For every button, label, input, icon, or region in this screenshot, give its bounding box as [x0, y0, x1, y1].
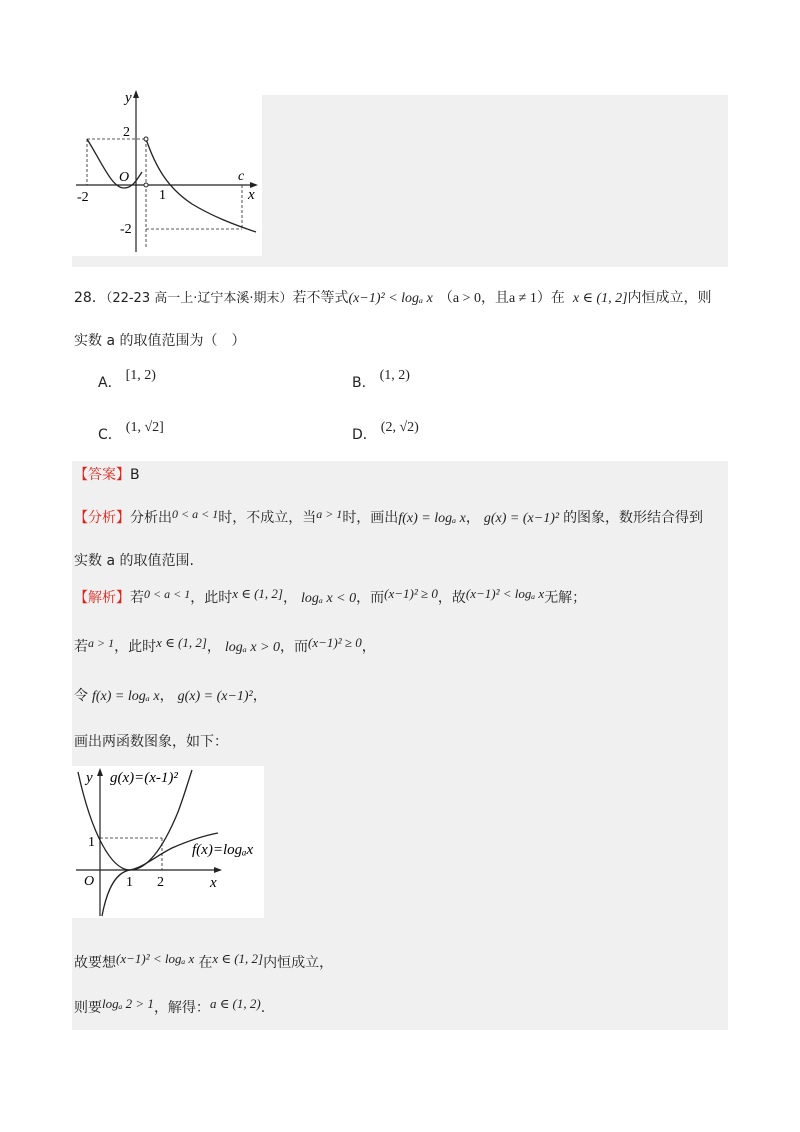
option-c[interactable] — [98, 416, 164, 443]
option-b-label: B． — [352, 375, 376, 391]
y-axis-arrow — [97, 768, 103, 776]
g2-tick-2x: 2 — [157, 875, 164, 890]
option-a-value: [1, 2) — [125, 368, 156, 383]
question-condition: （a > 0，且a ≠ 1） — [438, 291, 551, 306]
option-b[interactable] — [352, 364, 410, 391]
answer-line — [74, 465, 140, 485]
solution-line-4: 画出两函数图象，如下： — [74, 734, 228, 750]
option-a-label: A． — [98, 375, 122, 391]
analysis-line-2: 实数 a 的取值范围. — [74, 553, 194, 569]
option-a[interactable] — [98, 364, 156, 391]
solution-line-2: 若a > 1，此时x ∈ (1, 2]， logₐ x > 0，而(x−1)² ≥ 0， — [74, 635, 376, 655]
question-source: （22-23 高一上·辽宁本溪·期末） — [105, 291, 293, 306]
answer-value: B — [130, 467, 140, 483]
question-pre: 若不等式 — [292, 290, 349, 306]
open-point-bottom — [144, 183, 148, 187]
option-c-value: (1, √2] — [125, 420, 164, 435]
option-c-label: C． — [98, 427, 122, 443]
question-number: 28． — [74, 290, 106, 306]
g2-origin-label: O — [84, 874, 95, 889]
g2-x-label: x — [210, 875, 217, 891]
question-mid: 在 — [550, 290, 565, 306]
question-post: 内恒成立，则 — [627, 290, 712, 306]
analysis-tag: 【分析】 — [74, 510, 130, 526]
graph-2-figure — [72, 766, 264, 918]
g2-y-label: y — [86, 770, 93, 786]
solution-line-5: 故要想(x−1)² < logₐ x 在x ∈ (1, 2]内恒成立， — [74, 951, 334, 971]
graph-1-figure — [72, 88, 262, 256]
question-interval: x ∈ (1, 2] — [572, 291, 628, 306]
solution-line-6: 则要logₐ 2 > 1，解得：a ∈ (1, 2). — [74, 996, 266, 1016]
f-curve-label: f(x)=logₐx — [192, 842, 254, 858]
solution-line-3: 令 f(x) = logₐ x， g(x) = (x−1)²， — [74, 688, 267, 704]
g1-c-label: c — [238, 169, 245, 184]
solution-tag: 【解析】 — [74, 590, 130, 606]
open-point-top — [144, 137, 148, 141]
analysis-line-1: 【分析】分析出0 < a < 1时，不成立，当a > 1时，画出f(x) = logₐ x， g(x) = (x−1)² 的图象，数形结合得到 — [74, 507, 704, 526]
graph-1-svg — [72, 88, 262, 256]
option-d-value: (2, √2) — [380, 420, 419, 435]
g2-tick-1y: 1 — [88, 835, 95, 850]
g1-x-label: x — [248, 187, 255, 203]
g1-origin-label: O — [119, 170, 130, 185]
g1-y-label: y — [125, 90, 132, 106]
question-line-2: 实数 a 的取值范围为（ ） — [74, 333, 246, 349]
g1-tick-m2x: -2 — [77, 190, 89, 205]
curve-left — [87, 139, 142, 188]
g1-tick-m2y: -2 — [120, 222, 132, 237]
question-line-1 — [74, 288, 712, 309]
solution-line-1: 【解析】若0 < a < 1，此时x ∈ (1, 2]， logₐ x < 0，而(x−1)² ≥ 0，故(x−1)² < logₐ x无解； — [74, 586, 587, 606]
g1-tick-1: 1 — [159, 188, 166, 203]
g-curve-label: g(x)=(x-1)² — [110, 770, 178, 786]
option-d-label: D． — [352, 427, 377, 443]
g1-tick-2y: 2 — [123, 125, 130, 140]
option-d[interactable] — [352, 416, 419, 443]
graph-2-svg — [72, 766, 264, 918]
y-axis-arrow — [133, 90, 139, 98]
question-inequality: (x−1)² < logₐ x — [348, 291, 433, 306]
x-axis-arrow — [214, 867, 222, 873]
g2-tick-1x: 1 — [126, 875, 133, 890]
option-b-value: (1, 2) — [379, 368, 410, 383]
answer-tag: 【答案】 — [74, 467, 130, 483]
